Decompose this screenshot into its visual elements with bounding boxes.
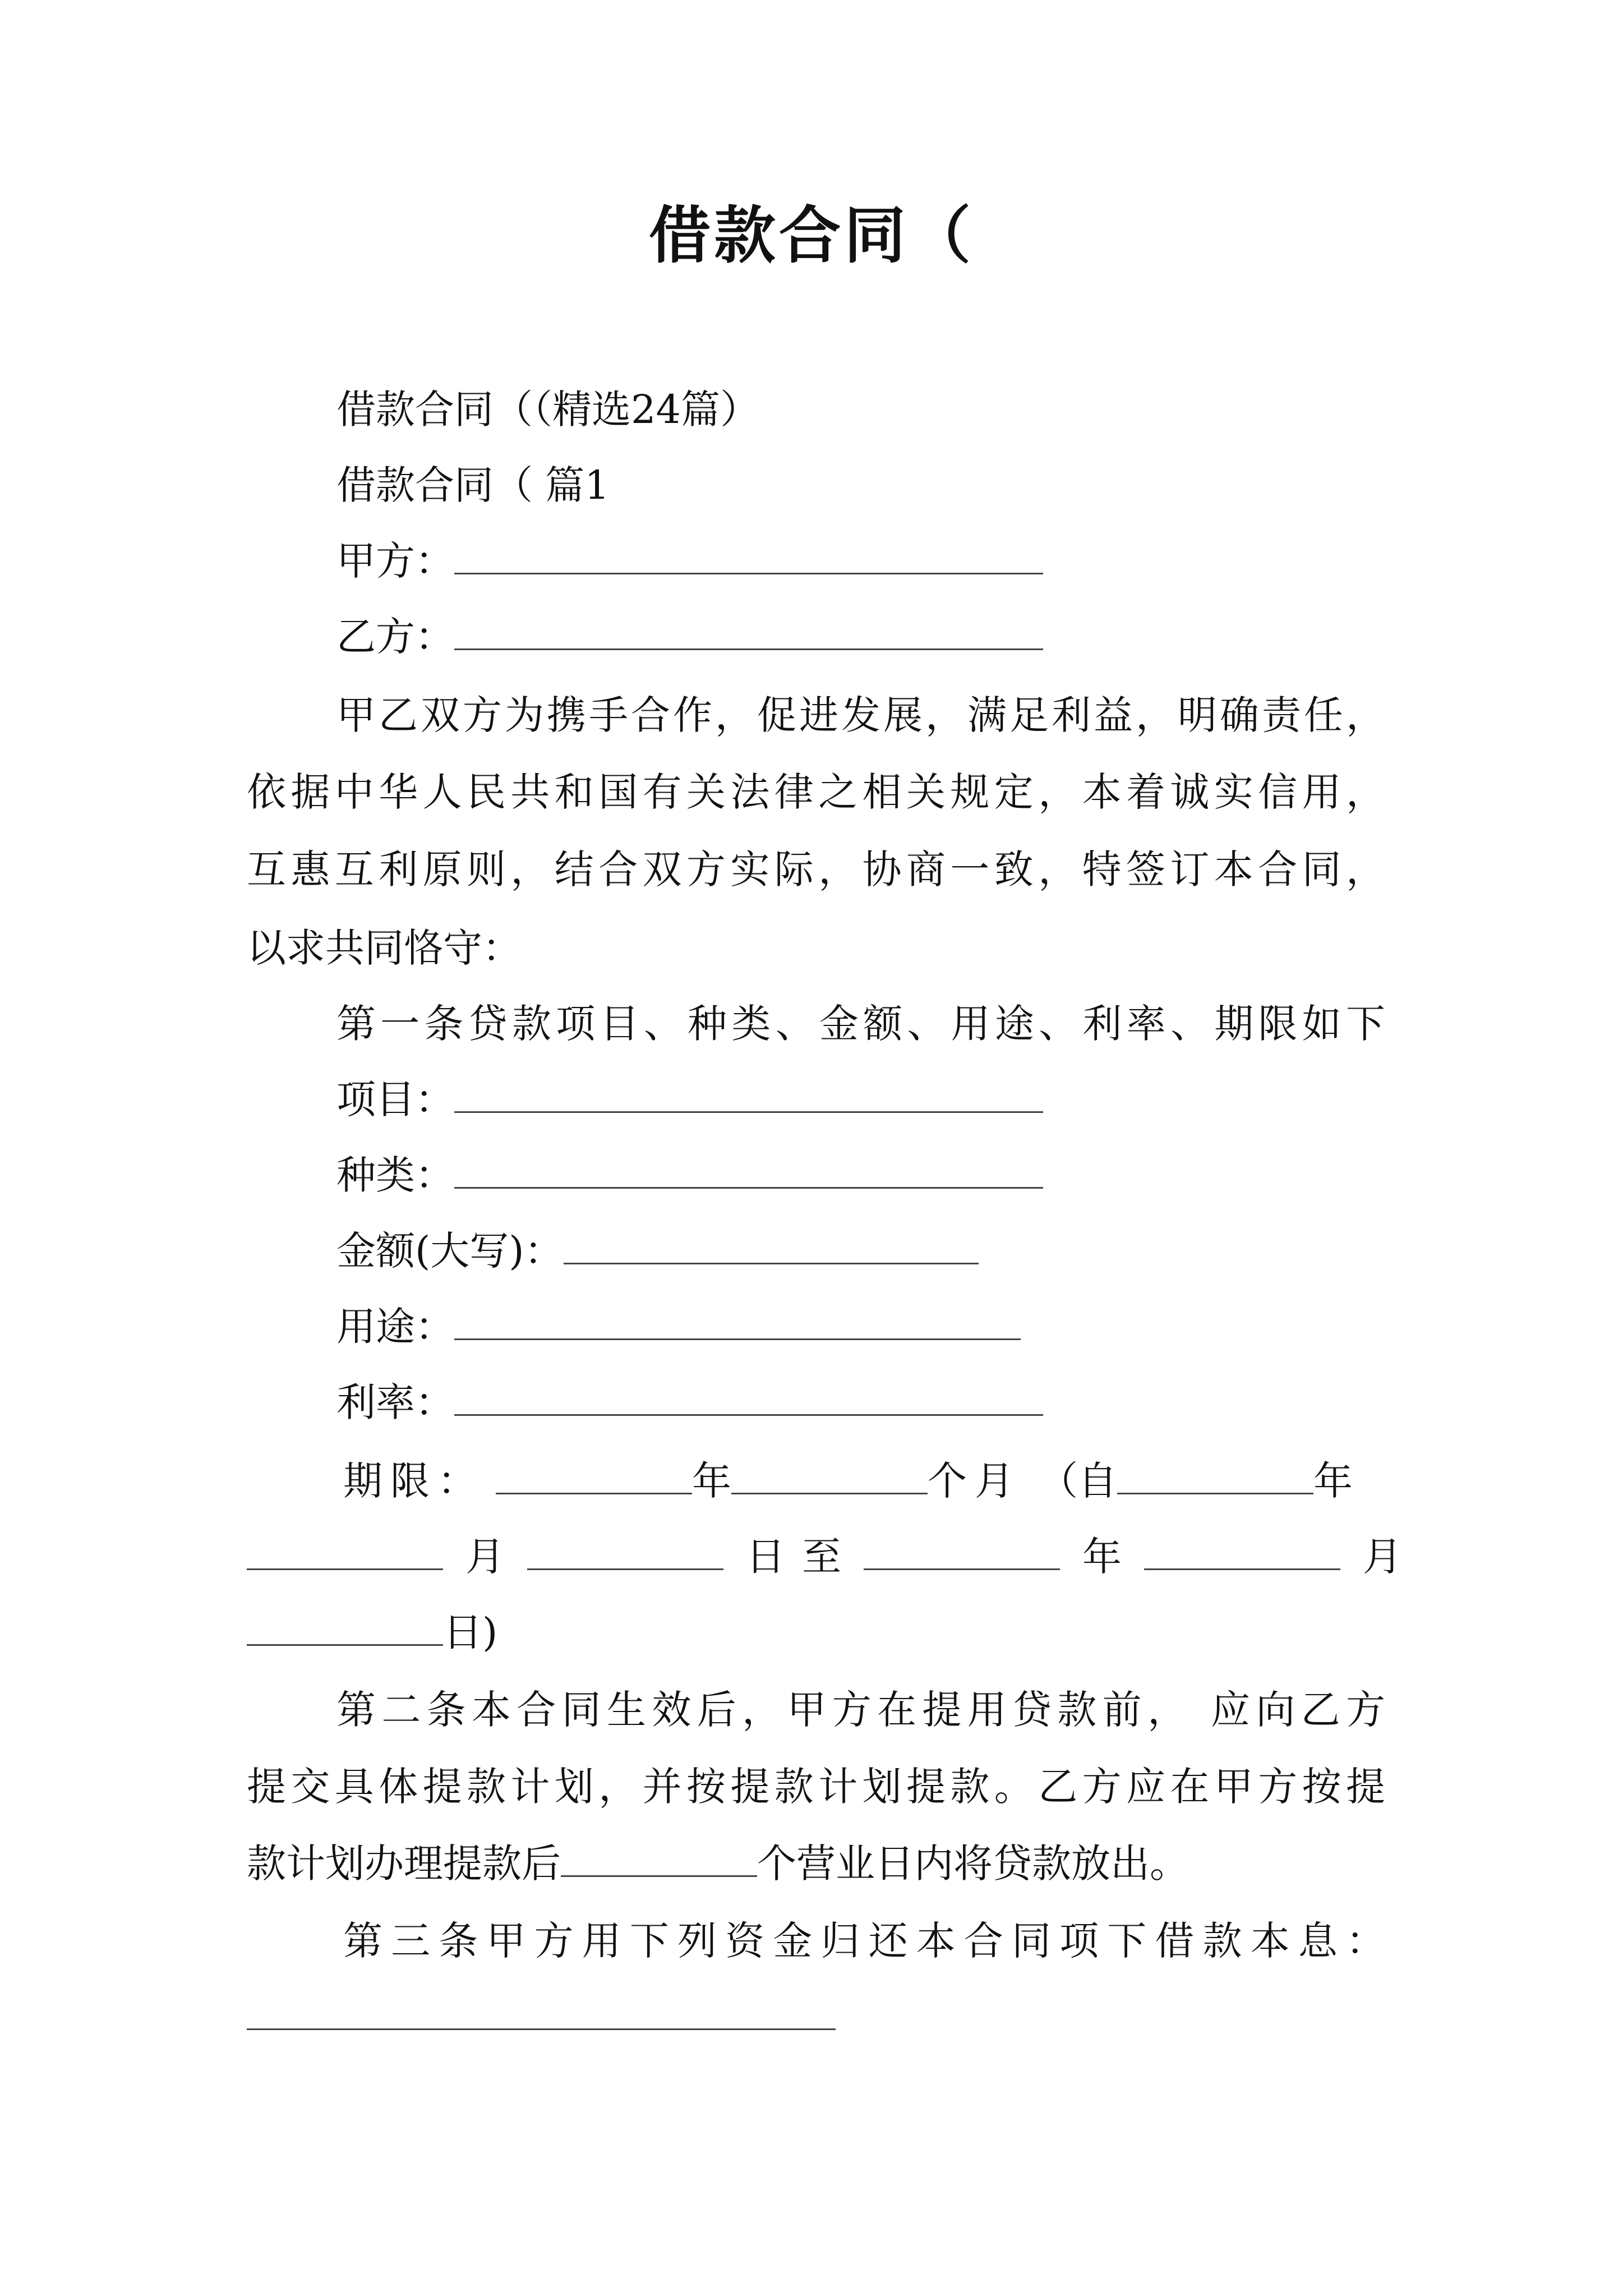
party-b-row (336, 609, 1043, 665)
amount-label: 金额(大写)： (336, 1228, 564, 1274)
term-months-unit: 个月 (928, 1458, 1022, 1504)
rate-row (336, 1374, 1043, 1430)
amount-blank[interactable] (564, 1225, 979, 1264)
term-months-blank[interactable] (731, 1455, 928, 1494)
term-start-day-unit: 日 (746, 1534, 785, 1580)
document-title: 借款合同（ (649, 199, 974, 272)
term-row-3 (247, 1604, 497, 1660)
article2-line-3-text: 款计划办理提款后 (247, 1841, 561, 1887)
rate-label: 利率： (336, 1379, 454, 1425)
rate-blank[interactable] (454, 1376, 1043, 1416)
term-end-month-unit: 月 (1363, 1534, 1402, 1580)
type-label: 种类： (336, 1152, 454, 1198)
heading-sub: 借款合同（ 篇1 (336, 462, 610, 508)
term-row-1 (343, 1453, 1353, 1509)
article3-line-2 (247, 1989, 836, 2045)
term-start-month-blank[interactable] (247, 1530, 443, 1570)
term-year-unit: 年 (692, 1458, 731, 1504)
article2-line-2: 提交具体提款计划，并按提款计划提款。乙方应在甲方按提 (247, 1764, 1385, 1810)
term-years-blank[interactable] (496, 1455, 692, 1494)
business-days-blank[interactable] (561, 1837, 757, 1877)
intro-line-3: 互惠互利原则，结合双方实际，协商一致，特签订本合同， (247, 846, 1385, 892)
term-end-day-unit: 日) (443, 1609, 498, 1655)
item-row (336, 1071, 1043, 1128)
type-row (336, 1147, 1043, 1203)
term-to: 至 (802, 1534, 841, 1580)
term-start-year-unit: 年 (1313, 1458, 1353, 1504)
article2-line-3 (247, 1835, 1189, 1892)
heading-main: 借款合同（（精选24篇） (336, 386, 760, 432)
term-end-day-blank[interactable] (247, 1606, 443, 1646)
party-a-label: 甲方： (336, 538, 454, 584)
purpose-row (336, 1299, 1021, 1355)
term-end-year-unit: 年 (1082, 1534, 1122, 1580)
article2-line-1: 第二条本合同生效后，甲方在提用贷款前， 应向乙方 (336, 1687, 1385, 1733)
type-blank[interactable] (454, 1149, 1043, 1189)
article3-line-1: 第三条甲方用下列资金归还本合同项下借款本息： (343, 1918, 1385, 1964)
party-b-blank[interactable] (454, 610, 1043, 650)
item-label: 项目： (336, 1076, 454, 1122)
term-label: 期限： (343, 1458, 485, 1504)
intro-line-2: 依据中华人民共和国有关法律之相关规定，本着诚实信用， (247, 769, 1385, 815)
term-end-year-blank[interactable] (864, 1530, 1060, 1570)
intro-line-4: 以求共同恪守： (247, 925, 522, 971)
party-a-blank[interactable] (454, 535, 1043, 574)
term-from: （自 (1039, 1458, 1117, 1504)
purpose-blank[interactable] (454, 1300, 1021, 1340)
term-start-month-unit: 月 (465, 1534, 505, 1580)
article2-line-3-tail: 个营业日内将贷款放出。 (757, 1841, 1189, 1887)
party-b-label: 乙方： (336, 614, 454, 660)
party-a-row (336, 533, 1043, 589)
term-start-year-blank[interactable] (1117, 1455, 1313, 1494)
term-end-month-blank[interactable] (1144, 1530, 1340, 1570)
item-blank[interactable] (454, 1073, 1043, 1113)
term-start-day-blank[interactable] (527, 1530, 723, 1570)
amount-row (336, 1223, 979, 1279)
article1-heading: 第一条贷款项目、种类、金额、用途、利率、期限如下 (336, 1001, 1385, 1047)
repayment-source-blank[interactable] (247, 1990, 836, 2030)
intro-line-1: 甲乙双方为携手合作，促进发展，满足利益，明确责任， (336, 692, 1385, 738)
purpose-label: 用途： (336, 1304, 454, 1350)
term-row-2 (247, 1529, 1402, 1585)
